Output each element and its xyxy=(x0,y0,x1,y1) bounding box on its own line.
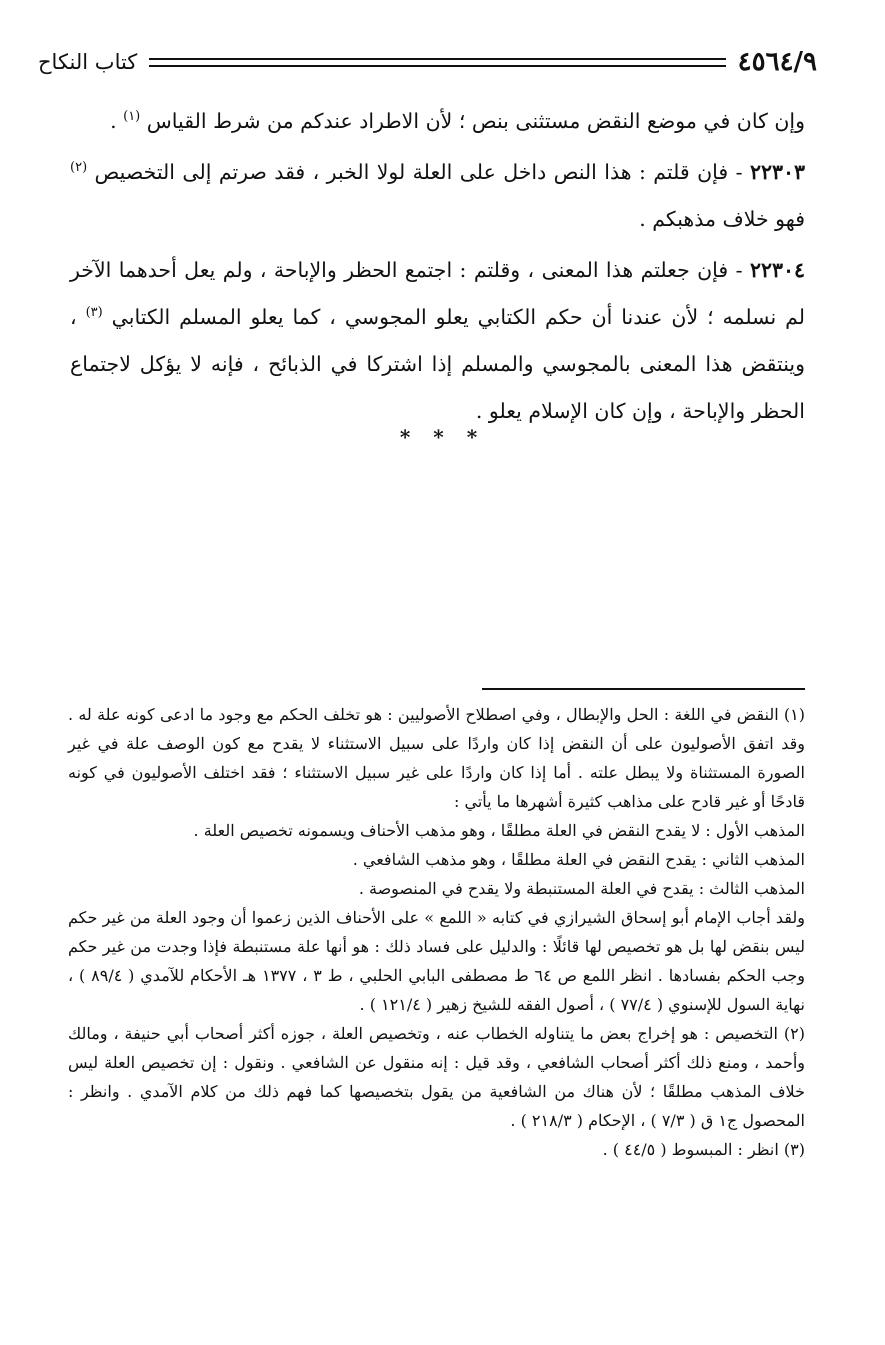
page-header xyxy=(38,42,817,82)
paragraph-text: - فإن جعلتم هذا المعنى ، وقلتم : اجتمع الحظر والإباحة ، ولم يعل أحدهما الآخر لم نسلمه ؛ لأن عندنا أن حكم الكتابي يعلو المجوسي ، كما يعلو المسلم الكتابي xyxy=(70,258,805,329)
footnotes xyxy=(68,700,805,1164)
paragraph-text: فهو خلاف مذهبكم . xyxy=(639,207,805,231)
footnote-line: (١) النقض في اللغة : الحل والإبطال ، وفي اصطلاح الأصوليين : هو تخلف الحكم مع وجود ما ادعى كونه علة له . وقد اتفق الأصوليون على أن النقض إذا كان واردًا على سبيل الاستثناء لا يقدح مع كون الوصف علة في غير الصورة المستثناة ولا يبطل علته . أما إذا كان واردًا على غير سبيل الاستثناء ؛ فقد اختلف الأصوليون في كونه قادحًا أو غير قادح على مذاهب كثيرة أشهرها ما يأتي : xyxy=(68,705,806,811)
page-number: ٤٥٦٤/٩ xyxy=(737,47,817,77)
paragraph xyxy=(70,98,805,145)
paragraph-number: ٢٢٣٠٣ xyxy=(749,160,805,184)
footnote-ref: (٣) xyxy=(85,305,103,321)
footnote-ref: (١) xyxy=(123,109,141,125)
footnote-rule xyxy=(482,688,805,690)
paragraph-number: ٢٢٣٠٤ xyxy=(749,258,805,282)
footnote-line: (٣) انظر : المبسوط ( ٤٤/٥ ) . xyxy=(602,1140,805,1159)
paragraph xyxy=(70,149,805,243)
main-text xyxy=(70,98,805,439)
paragraph-text: - فإن قلتم : هذا النص داخل على العلة لولا الخبر ، فقد صرتم إلى التخصيص xyxy=(87,160,750,184)
paragraph xyxy=(70,247,805,435)
paragraph-text: ، وينتقض هذا المعنى بالمجوسي والمسلم إذا اشتركا في الذبائح ، فإنه لا يؤكل لاجتماع الحظر والإباحة ، وإن كان الإسلام يعلو . xyxy=(70,305,805,423)
paragraph-text: وإن كان في موضع النقض مستثنى بنص ؛ لأن الاطراد عندكم من شرط القياس xyxy=(146,109,805,133)
footnote-line: المذهب الأول : لا يقدح النقض في العلة مطلقًا ، وهو مذهب الأحناف ويسمونه تخصيص العلة . xyxy=(193,821,805,840)
footnote-line: (٢) التخصيص : هو إخراج بعض ما يتناوله الخطاب عنه ، وتخصيص العلة ، جوزه أكثر أصحاب أبي حنيفة ، ومالك وأحمد ، ومنع ذلك أكثر أصحاب الشافعي ، وقد قيل : إنه منقول عن الشافعي . ونقول : إن تخصيص العلة ليس خلاف المذهب مطلقًا ؛ لأن هناك من الشافعية من يقول بتخصيصها كما فهم ذلك من كلام الآمدي . وانظر : المحصول ج١ ق ( ٧/٣ ) ، الإحكام ( ٢١٨/٣ ) . xyxy=(68,1024,806,1130)
footnote-line: المذهب الثالث : يقدح في العلة المستنبطة ولا يقدح في المنصوصة . xyxy=(358,879,805,898)
paragraph-text: . xyxy=(110,109,124,133)
section-separator: * * * xyxy=(399,425,486,449)
header-rule xyxy=(149,58,725,67)
footnote-line: المذهب الثاني : يقدح النقض في العلة مطلقًا ، وهو مذهب الشافعي . xyxy=(352,850,805,869)
footnote-line: ولقد أجاب الإمام أبو إسحاق الشيرازي في كتابه « اللمع » على الأحناف الذين زعموا أن وجود العلة من غير حكم ليس بنقض لها بل هو تخصيص لها قائلًا : والدليل على فساد ذلك : هو أنها علة مستنبطة فإذا وجدت من غير حكم وجب الحكم بفسادها . انظر اللمع ص ٦٤ ط مصطفى البابي الحلبي ، ط ٣ ، ١٣٧٧ هـ الأحكام للآمدي ( ٨٩/٤ ) ، نهاية السول للإسنوي ( ٧٧/٤ ) ، أصول الفقه للشيخ زهير ( ١٢١/٤ ) . xyxy=(68,908,806,1014)
footnote-ref: (٢) xyxy=(70,160,88,176)
running-title: كتاب النكاح xyxy=(38,50,138,74)
